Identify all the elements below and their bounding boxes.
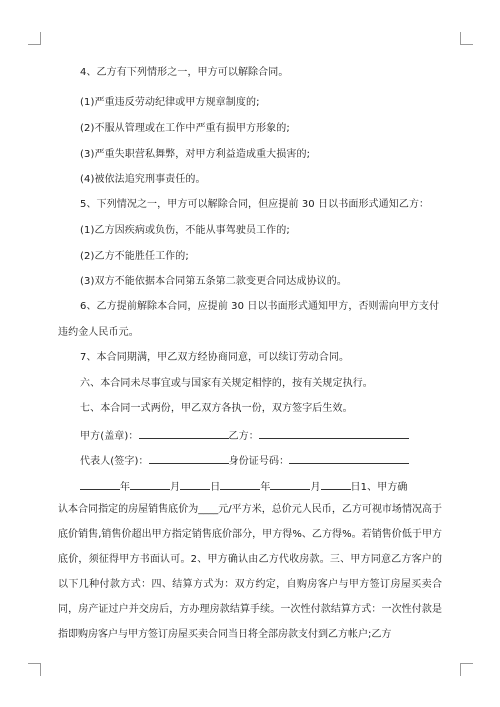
- clause-4-item-3: (3)严重失职营私舞弊，对甲方利益造成重大损害的;: [80, 149, 311, 160]
- representative-blank: [149, 453, 229, 464]
- clause-4-heading: 4、乙方有下列情形之一，甲方可以解除合同。: [80, 67, 289, 78]
- signature-row: [80, 428, 409, 443]
- year-1-label: 年: [120, 482, 131, 493]
- clause-4-item-2: (2)不服从管理或在工作中严重有损甲方形象的;: [80, 123, 290, 134]
- month-1-blank: [130, 479, 170, 490]
- clause-5-item-2: (2)乙方不能胜任工作的;: [80, 251, 189, 262]
- section-7: 七、本合同一式两份，甲乙双方各执一份，双方签字后生效。: [80, 403, 353, 414]
- year-2-blank: [220, 479, 260, 490]
- day-2-label: 日: [350, 482, 361, 493]
- clause-6-line-2: 违约金人民币元。: [58, 327, 139, 338]
- section-6: 六、本合同未尽事宜或与国家有关规定相悖的，按有关规定执行。: [80, 378, 373, 389]
- representative-label: 代表人(签字)：: [80, 456, 149, 467]
- party-a-seal-label: 甲方(盖章)：: [80, 431, 139, 442]
- party-b-label: 乙方：: [228, 431, 259, 442]
- representative-row: [80, 453, 409, 468]
- date-row: [80, 479, 408, 494]
- clause-4-item-1: (1)严重违反劳动纪律或甲方规章制度的;: [80, 97, 260, 108]
- day-1-blank: [180, 479, 210, 490]
- id-number-blank: [289, 453, 409, 464]
- year-2-label: 年: [260, 482, 271, 493]
- clause-4-item-4: (4)被依法追究刑事责任的。: [80, 174, 206, 185]
- clause-6-line-1: 6、乙方提前解除本合同，应提前 30 日以书面形式通知甲方，否则需向甲方支付: [80, 301, 440, 312]
- month-1-label: 月: [170, 482, 181, 493]
- year-1-blank: [80, 479, 120, 490]
- clause-5-heading: 5、下列情况之一，甲方可以解除合同，但应提前 30 日以书面形式通知乙方：: [80, 199, 430, 210]
- month-2-blank: [270, 479, 310, 490]
- crop-mark-bottom-left: [28, 663, 41, 676]
- clause-5-item-3: (3)双方不能依据本合同第五条第二款变更合同达成协议的。: [80, 276, 347, 287]
- party-a-seal-blank: [139, 428, 229, 439]
- sales-agreement-paragraph: 认本合同指定的房屋销售底价为____元/平方米，总价元人民币，乙方可视市场情况高于底价销售,销售价超出甲方指定销售底价部分，甲方得%、乙方得%。若销售价低于甲方底价，须征得甲方书面认可。2、甲方确认由乙方代收房款。三、甲方同意乙方客户的以下几种付款方式：四、结算方式为：双方约定，自购房客户与甲方签订房屋买卖合同，房产证过户并交房后，方办理房款结算手续。一次性付款结算方式：一次性付款是指即购房客户与甲方签订房屋买卖合同当日将全部房款支付到乙方帐户;乙方: [58, 504, 442, 640]
- day-1-label: 日: [210, 482, 221, 493]
- id-number-label: 身份证号码：: [228, 456, 290, 467]
- clause-7: 7、本合同期满，甲乙双方经协商同意，可以续订劳动合同。: [80, 352, 350, 363]
- clause-5-item-1: (1)乙方因疾病或负伤，不能从事驾驶员工作的;: [80, 225, 290, 236]
- crop-mark-top-right: [460, 32, 473, 45]
- day-2-blank: [321, 479, 351, 490]
- month-2-label: 月: [310, 482, 321, 493]
- party-b-blank: [259, 428, 409, 439]
- crop-mark-bottom-right: [460, 663, 473, 676]
- crop-mark-top-left: [28, 32, 41, 45]
- item-1-heading: 1、甲方确: [360, 482, 408, 493]
